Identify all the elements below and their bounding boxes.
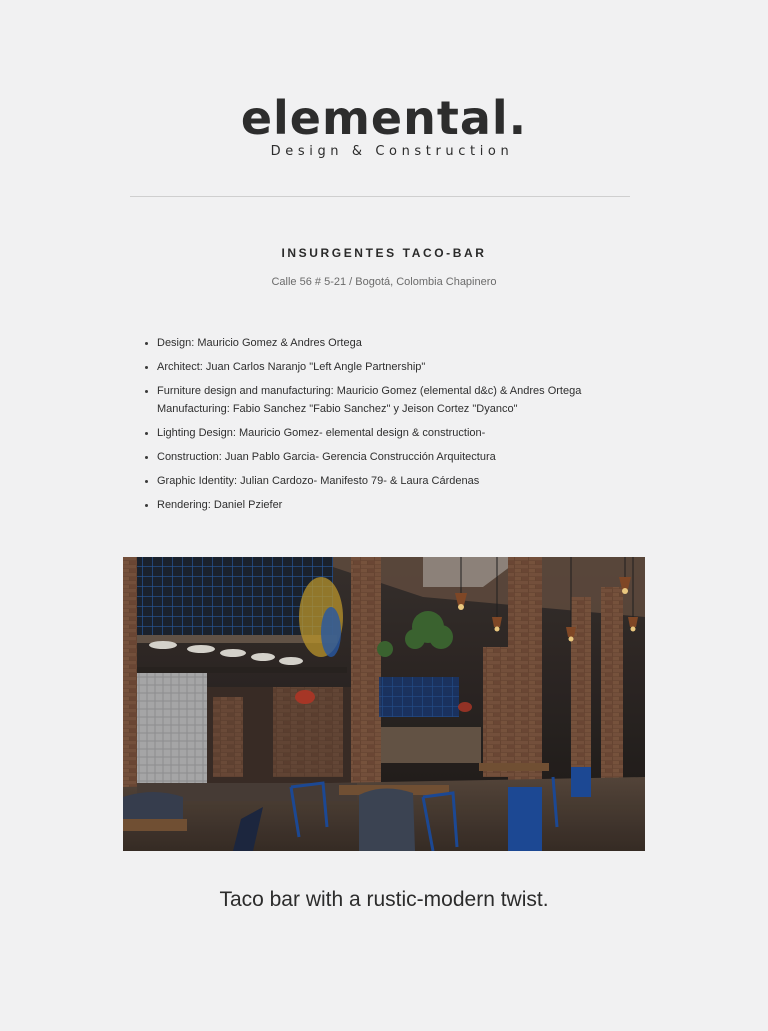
restaurant-interior-photo (123, 557, 645, 851)
credit-item: Construction: Juan Pablo Garcia- Gerencia Construcción Arquitectura (144, 448, 644, 466)
credit-item: Design: Mauricio Gomez & Andres Ortega (144, 334, 644, 352)
credit-item: Furniture design and manufacturing: Mauricio Gomez (elemental d&c) & Andres Ortega Manufacturing: Fabio Sanchez "Fabio Sanchez" y Jeison Cortez "Dyanco" (144, 382, 644, 418)
credit-item: Lighting Design: Mauricio Gomez- elemental design & construction- (144, 424, 644, 442)
credits-list (144, 334, 644, 520)
brand-name: elemental. (240, 91, 528, 145)
brand-logo (0, 92, 768, 159)
project-address: Calle 56 # 5-21 / Bogotá, Colombia Chapinero (271, 276, 497, 288)
credit-item: Rendering: Daniel Pziefer (144, 496, 644, 514)
project-title: INSURGENTES TACO-BAR (281, 246, 487, 260)
credit-item: Architect: Juan Carlos Naranjo "Left Angle Partnership" (144, 358, 644, 376)
header-divider (130, 196, 630, 197)
photo-caption: Taco bar with a rustic-modern twist. (219, 888, 549, 911)
brand-tagline: Design & Construction (270, 144, 514, 159)
credit-item: Graphic Identity: Julian Cardozo- Manifesto 79- & Laura Cárdenas (144, 472, 644, 490)
